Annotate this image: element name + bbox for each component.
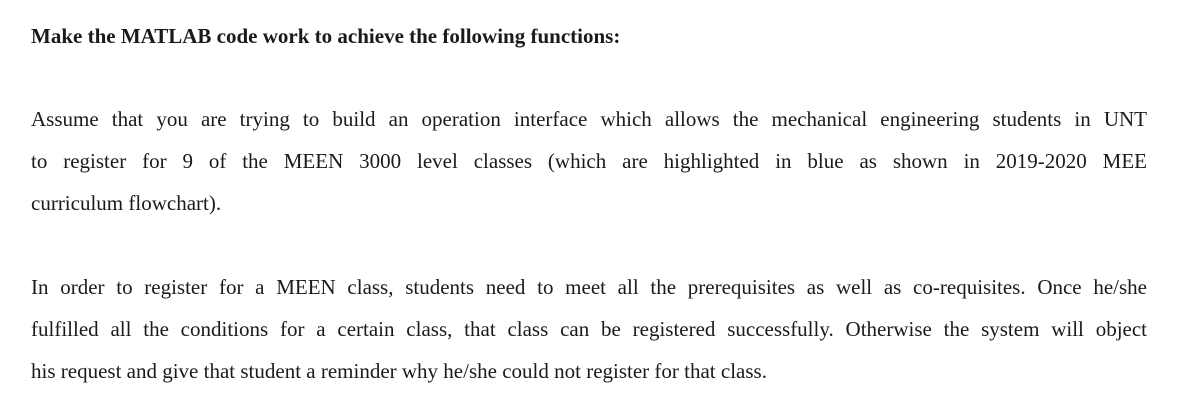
paragraph-line: to register for 9 of the MEEN 3000 level classes (which are highlighted in blue as shown in 2019-2020 MEE: [31, 149, 1147, 173]
paragraph-assumption: [31, 98, 1147, 224]
document-heading: Make the MATLAB code work to achieve the following functions:: [31, 24, 621, 48]
paragraph-line: In order to register for a MEEN class, students need to meet all the prerequisites as well as co-requisites. Once he/she: [31, 275, 1147, 299]
paragraph-registration-rules: [31, 266, 1147, 392]
paragraph-line: curriculum flowchart).: [31, 191, 222, 215]
paragraph-line: his request and give that student a reminder why he/she could not register for that class.: [31, 359, 767, 383]
paragraph-line: Assume that you are trying to build an operation interface which allows the mechanical engineering students in UNT: [31, 107, 1147, 131]
paragraph-line: fulfilled all the conditions for a certain class, that class can be registered successfully. Otherwise the system will object: [31, 317, 1147, 341]
